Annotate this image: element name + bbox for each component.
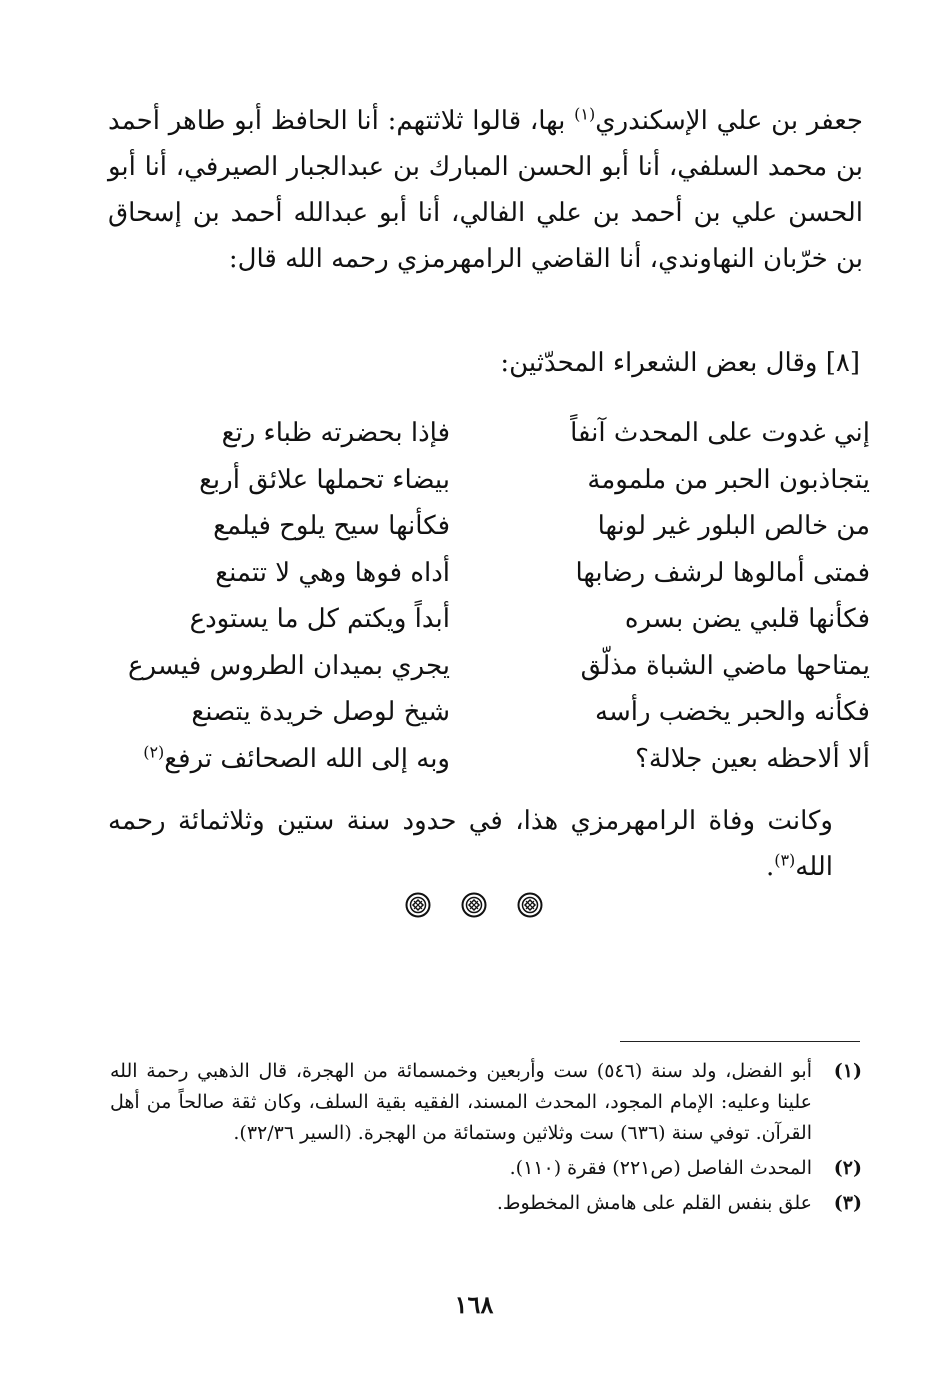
verse-second-hemistich: أبداً ويكتم كل ما يستودع: [189, 604, 450, 635]
verse-first-hemistich: يتجاذبون الحبر من ملمومة: [587, 464, 870, 495]
footnote-text: علق بنفس القلم على هامش المخطوط.: [496, 1192, 812, 1214]
intro-text-1: جعفر بن علي الإسكندري: [595, 106, 863, 136]
verse-first-hemistich: يمتاحها ماضي الشباة مذلّق: [580, 650, 870, 681]
footnote-number: (١): [833, 1060, 862, 1082]
footnote-separator: [620, 1041, 860, 1042]
footnote-ref-3[interactable]: (٣): [774, 850, 796, 870]
closing-paragraph: [108, 798, 833, 890]
poem-verse: [100, 457, 870, 504]
poem: [100, 410, 870, 782]
footnote-ref-1[interactable]: (١): [574, 104, 596, 124]
verse-second-hemistich: بيضاء تحملها علائق أربع: [199, 464, 450, 495]
verse-first-hemistich: من خالص البلور غير لونها: [597, 511, 870, 542]
intro-paragraph: [108, 98, 863, 282]
verse-second-hemistich: شيخ لوصل خريدة يتصنع: [191, 697, 450, 728]
closing-end: .: [765, 852, 775, 882]
verse-second-hemistich: فإذا بحضرته ظباء رتع: [221, 418, 450, 449]
footnote-text: المحدث الفاصل (ص٢٢١) فقرة (١١٠).: [509, 1157, 812, 1179]
verse-first-hemistich: فكأنها قلبي يضن بسره: [624, 604, 870, 635]
footnote-number: (٣): [833, 1192, 862, 1214]
closing-text: وكانت وفاة الرامهرمزي هذا، في حدود سنة ستين وثلاثمائة رحمه الله: [108, 806, 833, 882]
footnote-text: أبو الفضل، ولد سنة (٥٤٦) ست وأربعين وخمسمائة من الهجرة، قال الذهبي رحمة الله علينا وعليه: الإمام المجود، المحدث المسند، الفقيه بقية السلف، وكان ثقة صالحاً من أهل القرآن. توفي سنة (٦٣٦) ست وثلاثين وستمائة من الهجرة. (السير ٣٢/٣٦).: [110, 1060, 812, 1144]
poem-verse: [100, 736, 870, 783]
verse-second-hemistich: أداه فوها وهي لا تتمنع: [215, 557, 450, 588]
verse-first-hemistich: ألا ألاحظه بعين جلالة؟: [635, 743, 870, 774]
poem-verse: [100, 410, 870, 457]
verse-second-hemistich: فكأنها سيح يلوح فيلمع: [213, 511, 450, 542]
verse-first-hemistich: إني غدوت على المحدث آنفاً: [570, 418, 870, 449]
footnote-item: [110, 1153, 862, 1184]
verse-first-hemistich: فمتى أمالوها لرشف رضابها: [575, 557, 870, 588]
footnote-item: [110, 1056, 862, 1149]
section-divider-ornaments: [0, 892, 948, 918]
intro-text-2: بها، قالوا ثلاثتهم: أنا الحافظ أبو طاهر أحمد بن محمد السلفي، أنا أبو الحسن المبارك بن عبدالجبار الصيرفي، أنا أبو الحسن علي بن أحمد بن علي الفالي، أنا أبو عبدالله أحمد بن إسحاق بن خرّبان النهاوندي، أنا القاضي الرامهرمزي رحمه الله قال:: [108, 106, 863, 274]
knot-ornament-icon: [405, 892, 431, 918]
knot-ornament-icon: [461, 892, 487, 918]
knot-ornament-icon: [517, 892, 543, 918]
poem-verse: [100, 550, 870, 597]
verse-second-hemistich-text: وبه إلى الله الصحائف ترفع: [164, 743, 450, 774]
poem-verse: [100, 643, 870, 690]
poem-heading: [٨] وقال بعض الشعراء المحدّثين:: [500, 348, 860, 378]
poem-verse: [100, 689, 870, 736]
footnotes: [110, 1056, 862, 1223]
verse-second-hemistich: [100, 744, 450, 774]
poem-verse: [100, 503, 870, 550]
footnote-ref-2[interactable]: (٢): [143, 742, 165, 762]
poem-verse: [100, 596, 870, 643]
verse-first-hemistich: فكأنه والحبر يخضب رأسه: [595, 697, 870, 728]
footnote-item: [110, 1188, 862, 1219]
verse-second-hemistich: يجري بميدان الطروس فيسرع: [127, 650, 450, 681]
page-number: ١٦٨: [454, 1290, 494, 1319]
footnote-number: (٢): [833, 1157, 862, 1179]
